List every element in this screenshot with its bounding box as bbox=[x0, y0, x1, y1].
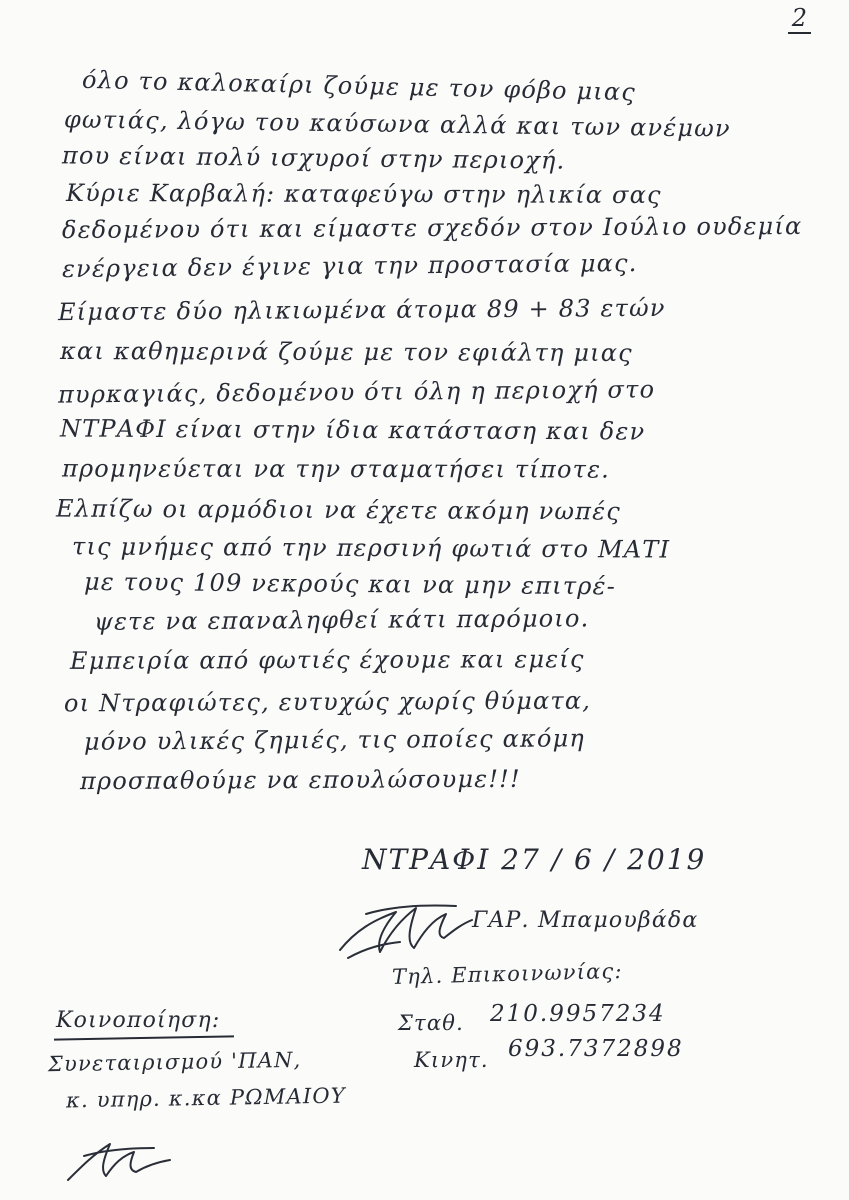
place-date: ΝΤΡΑΦΙ 27 / 6 / 2019 bbox=[362, 843, 707, 876]
body-line: μόνο υλικές ζημιές, τις οποίες ακόμη bbox=[83, 724, 586, 756]
body-line: δεδομένου ότι και είμαστε σχεδόν στον Ιούλιο ουδεμία bbox=[61, 212, 803, 244]
body-line: τις μνήμες από την περσινή φωτιά στο ΜΑΤΙ bbox=[71, 532, 671, 564]
contact-heading: Τηλ. Επικοινωνίας: bbox=[391, 958, 624, 990]
cc-recipient-line: Συνεταιρισμού 'ΠΑΝ, bbox=[47, 1047, 302, 1077]
cc-heading: Κοινοποίηση: bbox=[56, 1008, 221, 1033]
mobile-number: 693.7372898 bbox=[508, 1036, 684, 1062]
body-line: προμηνεύεται να την σταματήσει τίποτε. bbox=[61, 454, 611, 484]
cc-underline bbox=[54, 1035, 234, 1040]
body-line: που είναι πολύ ισχυροί στην περιοχή. bbox=[61, 141, 566, 175]
body-line: ψετε να επαναληφθεί κάτι παρόμοιο. bbox=[93, 604, 590, 636]
landline-number: 210.9957234 bbox=[490, 1001, 666, 1027]
cc-recipient-line: κ. υπηρ. κ.κα ΡΩΜΑΙΟΥ bbox=[65, 1083, 347, 1113]
body-line: πυρκαγιάς, δεδομένου ότι όλη η περιοχή στο bbox=[57, 375, 656, 409]
landline-label: Σταθ. bbox=[398, 1011, 464, 1035]
initials-image bbox=[64, 1136, 174, 1186]
body-line: όλο το καλοκαίρι ζούμε με τον φόβο μιας bbox=[81, 65, 637, 107]
body-line: ενέργεια δεν έγινε για την προστασία μας. bbox=[61, 248, 638, 284]
body-line: και καθημερινά ζούμε με τον εφιάλτη μιας bbox=[59, 337, 633, 367]
body-line: Κύριε Καρβαλή: καταφεύγω στην ηλικία σας bbox=[65, 178, 662, 210]
body-line: με τους 109 νεκρούς και να μην επιτρέ- bbox=[83, 567, 617, 601]
mobile-label: Κινητ. bbox=[414, 1048, 489, 1072]
body-line: οι Ντραφιώτες, ευτυχώς χωρίς θύματα, bbox=[63, 686, 592, 718]
body-line: προσπαθούμε να επουλώσουμε!!! bbox=[79, 764, 521, 796]
signer-name: ΓΑΡ. Μπαμουβάδα bbox=[472, 908, 699, 933]
body-line: ΝΤΡΑΦΙ είναι στην ίδια κατάσταση και δεν bbox=[59, 414, 646, 446]
body-line: φωτιάς, λόγω του καύσωνα αλλά και των ανέμων bbox=[63, 105, 731, 143]
body-line: Ελπίζω οι αρμόδιοι να έχετε ακόμη νωπές bbox=[55, 494, 621, 526]
body-line: Είμαστε δύο ηλικιωμένα άτομα 89 + 83 ετών bbox=[57, 293, 666, 327]
signature-image bbox=[336, 890, 476, 970]
body-line: Εμπειρία από φωτιές έχουμε και εμείς bbox=[69, 645, 585, 675]
page-number: 2 bbox=[788, 4, 811, 34]
